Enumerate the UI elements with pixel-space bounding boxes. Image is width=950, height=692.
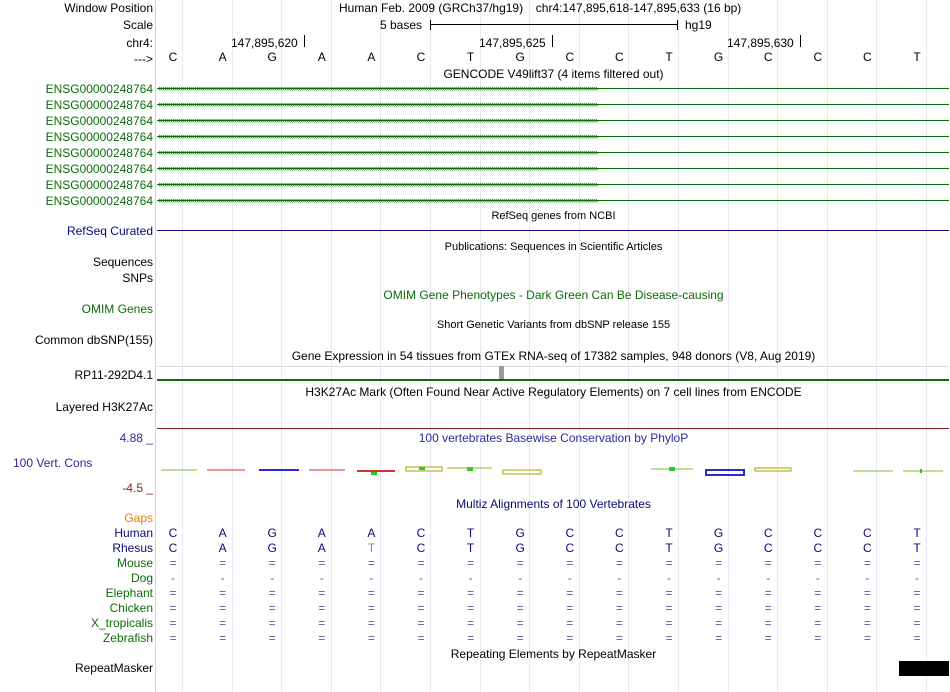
alignment-base: G [713, 541, 724, 555]
alignment-base: = [219, 601, 227, 615]
alignment-base: = [467, 586, 475, 600]
alignment-base: = [913, 631, 921, 645]
sequence-base: T [665, 50, 673, 64]
alignment-base: T [466, 526, 475, 540]
scale-text: 5 bases [380, 18, 423, 32]
alignment-base: C [813, 526, 823, 540]
alignment-base: C [168, 541, 178, 555]
alignment-base: - [468, 571, 473, 585]
gencode-gene-label[interactable]: ENSG00000248764 [45, 178, 153, 192]
alignment-base: = [367, 616, 375, 630]
phylop-mark [371, 472, 377, 475]
alignment-base: - [815, 571, 820, 585]
species-label[interactable]: Zebrafish [102, 631, 153, 645]
alignment-base: = [863, 556, 871, 570]
alignment-base: = [467, 631, 475, 645]
species-label[interactable]: Dog [130, 571, 153, 585]
alignment-base: = [566, 631, 574, 645]
alignment-base: = [615, 601, 623, 615]
alignment-base: = [764, 586, 772, 600]
sequence-base: G [515, 50, 525, 64]
conservation-track-label[interactable]: 100 Vert. Cons [13, 456, 93, 470]
gtex-bar-area[interactable] [157, 366, 949, 380]
alignment-base: - [915, 571, 919, 585]
alignment-base: = [219, 616, 227, 630]
alignment-base: = [665, 556, 673, 570]
alignment-base: T [913, 526, 921, 540]
alignment-base: T [913, 541, 921, 555]
alignment-base: A [218, 526, 227, 540]
refseq-track-title[interactable]: RefSeq genes from NCBI [491, 210, 616, 222]
gencode-gene-label[interactable]: ENSG00000248764 [45, 82, 153, 96]
publications-sequences-label[interactable]: Sequences [92, 255, 153, 269]
omim-track-title[interactable]: OMIM Gene Phenotypes - Dark Green Can Be Disease-causing [383, 288, 724, 302]
species-label[interactable]: Elephant [105, 586, 153, 600]
sequence-base: G [713, 50, 724, 64]
phylop-mark [503, 470, 541, 474]
gtex-gene-bar[interactable] [499, 366, 504, 379]
alignment-base: = [318, 601, 326, 615]
alignment-base: = [467, 616, 475, 630]
gencode-gene-label[interactable]: ENSG00000248764 [45, 162, 153, 176]
alignment-base: = [566, 601, 574, 615]
alignment-base: = [715, 616, 723, 630]
alignment-base: - [220, 571, 225, 585]
alignment-base: - [319, 571, 324, 585]
alignment-base: C [863, 526, 872, 540]
alignment-base: A [367, 526, 376, 540]
alignment-base: = [814, 601, 822, 615]
alignment-base: = [764, 601, 772, 615]
h3k27ac-track-title[interactable]: H3K27Ac Mark (Often Found Near Active Regulatory Elements) on 7 cell lines from ENCODE [305, 385, 802, 399]
alignment-base: C [416, 526, 426, 540]
alignment-base: = [268, 631, 276, 645]
alignment-base: = [268, 556, 276, 570]
alignment-base: = [367, 556, 375, 570]
strand-arrows: ›››››››››››››››››››››››››››››››››››››››››››››››››››››››››››››››››››››››››››››››››››››››››››››››››››››››››››››››››››››››››››››››››››››››››››››››››››››››››››››››››››››››››››››››››››››››››››››››››››››››››››››››››››››››››››› [158, 83, 598, 93]
alignment-base: T [367, 541, 376, 555]
alignment-base: A [317, 541, 326, 555]
ruler-tick-label: 147,895,620 [231, 36, 298, 50]
alignment-base: = [715, 631, 723, 645]
phylop-mark [706, 470, 744, 475]
publications-snps-label[interactable]: SNPs [122, 271, 153, 285]
sequence-base: C [763, 50, 773, 64]
alignment-base: = [367, 601, 375, 615]
strand-arrows: ›››››››››››››››››››››››››››››››››››››››››››››››››››››››››››››››››››››››››››››››››››››››››››››››››››››››››››››››››››››››››››››››››››››››››››››››››››››››››››››››››››››››››››››››››››››››››››››››››››››››››››››››››››››››››››› [158, 163, 598, 173]
alignment-base: T [665, 526, 673, 540]
alignment-base: = [417, 616, 425, 630]
multiz-track-title[interactable]: Multiz Alignments of 100 Vertebrates [456, 497, 651, 511]
alignment-base: - [865, 571, 870, 585]
window-position-value[interactable]: chr4:147,895,618-147,895,633 (16 bp) [535, 1, 742, 15]
alignment-base: = [417, 601, 425, 615]
alignment-base: C [813, 541, 823, 555]
alignment-base: G [515, 541, 525, 555]
sequence-base: A [367, 50, 376, 64]
alignment-base: - [171, 571, 175, 585]
alignment-base: - [270, 571, 275, 585]
ruler-tick [552, 35, 553, 47]
alignment-base: = [516, 556, 524, 570]
h3k27ac-baseline [157, 428, 949, 429]
repeatmasker-track-title[interactable]: Repeating Elements by RepeatMasker [450, 647, 657, 661]
gencode-gene-label[interactable]: ENSG00000248764 [45, 146, 153, 160]
sequence-base: G [267, 50, 277, 64]
alignment-base: = [665, 601, 673, 615]
species-label[interactable]: Chicken [109, 601, 153, 615]
ruler-tick-label: 147,895,630 [727, 36, 794, 50]
alignment-base: = [913, 601, 921, 615]
alignment-base: = [814, 616, 822, 630]
alignment-base: = [516, 586, 524, 600]
alignment-base: = [764, 556, 772, 570]
strand-arrows: ›››››››››››››››››››››››››››››››››››››››››››››››››››››››››››››››››››››››››››››››››››››››››››››››››››››››››››››››››››››››››››››››››››››››››››››››››››››››››››››››››››››››››››››››››››››››››››››››››››››››››››››››››››››››››››› [158, 179, 598, 189]
alignment-base: - [716, 571, 721, 585]
alignment-base: - [369, 571, 374, 585]
alignment-base: = [367, 631, 375, 645]
alignment-base: T [665, 541, 673, 555]
alignment-base: = [318, 616, 326, 630]
species-label[interactable]: Mouse [116, 556, 153, 570]
alignment-base: C [416, 541, 426, 555]
sequence-base: C [863, 50, 872, 64]
alignment-base: = [615, 556, 623, 570]
alignment-base: = [318, 631, 326, 645]
gtex-gene-line[interactable] [157, 379, 949, 381]
alignment-base: = [318, 556, 326, 570]
alignment-base: C [863, 541, 872, 555]
alignment-base: T [466, 541, 475, 555]
alignment-base: = [417, 631, 425, 645]
phylop-mark [755, 468, 791, 471]
alignment-base: = [764, 616, 772, 630]
gencode-gene-label[interactable]: ENSG00000248764 [45, 130, 153, 144]
sequence-base: T [466, 50, 475, 64]
alignment-base: = [715, 556, 723, 570]
phylop-mark [920, 469, 922, 473]
omim-track-label[interactable]: OMIM Genes [81, 302, 153, 316]
alignment-base: C [615, 526, 624, 540]
alignment-base: = [863, 586, 871, 600]
alignment-base: - [617, 571, 622, 585]
alignment-base: G [713, 526, 724, 540]
strand-arrows: ›››››››››››››››››››››››››››››››››››››››››››››››››››››››››››››››››››››››››››››››››››››››››››››››››››››››››››››››››››››››››››››››››››››››››››››››››››››››››››››››››››››››››››››››››››››››››››››››››››››››››››››››››››››››››››› [158, 99, 598, 109]
refseq-gene-line[interactable] [157, 230, 949, 231]
gencode-gene-label[interactable]: ENSG00000248764 [45, 98, 153, 112]
assembly-name: Human Feb. 2009 (GRCh37/hg19) [339, 1, 524, 15]
alignment-base: = [219, 586, 227, 600]
gencode-gene-label[interactable]: ENSG00000248764 [45, 114, 153, 128]
scale-bar-left-tick [430, 20, 431, 30]
conservation-min-label: -4.5 _ [122, 481, 153, 495]
alignment-base: C [565, 526, 575, 540]
alignment-base: = [615, 616, 623, 630]
alignment-base: C [615, 541, 624, 555]
alignment-base: C [168, 526, 178, 540]
alignment-base: = [566, 616, 574, 630]
conservation-max-label: 4.88 _ [119, 431, 153, 445]
publications-track-title[interactable]: Publications: Sequences in Scientific Articles [444, 241, 663, 253]
alignment-base: = [417, 556, 425, 570]
phylop-mark [419, 467, 425, 470]
phylop-mark [669, 467, 675, 471]
repeatmasker-track-label[interactable]: RepeatMasker [74, 661, 153, 675]
alignment-base: = [615, 631, 623, 645]
alignment-base: = [665, 616, 673, 630]
alignment-base: G [267, 541, 277, 555]
sequence-base: C [615, 50, 624, 64]
alignment-base: G [515, 526, 525, 540]
dbsnp-track-title[interactable]: Short Genetic Variants from dbSNP release 155 [436, 319, 671, 331]
alignment-base: = [863, 601, 871, 615]
alignment-base: = [814, 556, 822, 570]
scale-bar [430, 24, 677, 25]
alignment-base: - [766, 571, 771, 585]
alignment-base: = [169, 616, 177, 630]
alignment-base: = [516, 616, 524, 630]
alignment-base: - [419, 571, 423, 585]
gencode-track-title[interactable]: GENCODE V49lift37 (4 items filtered out) [443, 67, 664, 81]
alignment-base: = [566, 586, 574, 600]
alignment-base: = [814, 631, 822, 645]
alignment-base: = [665, 586, 673, 600]
sequence-base: T [913, 50, 921, 64]
gaps-label[interactable]: Gaps [124, 511, 153, 525]
h3k27ac-track-label[interactable]: Layered H3K27Ac [55, 400, 153, 414]
sequence-base: A [317, 50, 326, 64]
scale-db: hg19 [685, 18, 712, 32]
gencode-gene-label[interactable]: ENSG00000248764 [45, 194, 153, 208]
sequence-base: C [168, 50, 178, 64]
species-label[interactable]: X_tropicalis [90, 616, 153, 630]
alignment-base: = [665, 631, 673, 645]
alignment-base: = [715, 601, 723, 615]
alignment-base: = [516, 631, 524, 645]
label-divider [155, 0, 156, 692]
alignment-base: = [367, 586, 375, 600]
alignment-base: = [467, 601, 475, 615]
ruler-tick [800, 35, 801, 47]
alignment-base: = [913, 586, 921, 600]
sequence-base: C [813, 50, 823, 64]
alignment-base: = [913, 616, 921, 630]
alignment-base: = [863, 631, 871, 645]
alignment-base: = [268, 601, 276, 615]
ruler-tick [304, 35, 305, 47]
alignment-base: G [267, 526, 277, 540]
alignment-base: - [667, 571, 671, 585]
conservation-plot[interactable] [157, 460, 949, 480]
strand-arrows: ›››››››››››››››››››››››››››››››››››››››››››››››››››››››››››››››››››››››››››››››››››››››››››››››››››››››››››››››››››››››››››››››››››››››››››››››››››››››››››››››››››››››››››››››››››››››››››››››››››››››››››››››››››››››››››› [158, 147, 598, 157]
alignment-base: = [516, 601, 524, 615]
ruler-tick-label: 147,895,625 [479, 36, 546, 50]
conservation-track-title[interactable]: 100 vertebrates Basewise Conservation by PhyloP [418, 431, 689, 445]
alignment-base: = [169, 556, 177, 570]
alignment-base: = [268, 616, 276, 630]
strand-arrows: ›››››››››››››››››››››››››››››››››››››››››››››››››››››››››››››››››››››››››››››››››››››››››››››››››››››››››››››››››››››››››››››››››››››››››››››››››››››››››››››››››››››››››››››››››››››››››››››››››››››››››››››››››››››››››››› [158, 115, 598, 125]
gtex-track-label[interactable]: RP11-292D4.1 [74, 368, 153, 382]
sequence-base: A [218, 50, 227, 64]
alignment-base: = [169, 631, 177, 645]
chrom-label: chr4: [126, 36, 153, 50]
alignment-base: = [715, 586, 723, 600]
alignment-base: = [318, 586, 326, 600]
scale-label: Scale [122, 18, 153, 32]
strand-arrows: ›››››››››››››››››››››››››››››››››››››››››››››››››››››››››››››››››››››››››››››››››››››››››››››››››››››››››››››››››››››››››››››››››››››››››››››››››››››››››››››››››››››››››››››››››››››››››››››››››››››››››››››››››››››››››››› [158, 195, 598, 205]
alignment-base: = [219, 556, 227, 570]
alignment-base: A [218, 541, 227, 555]
scale-bar-right-tick [677, 20, 678, 30]
alignment-base: = [863, 616, 871, 630]
alignment-base: - [567, 571, 572, 585]
alignment-base: C [565, 541, 575, 555]
alignment-base: = [219, 631, 227, 645]
refseq-track-label[interactable]: RefSeq Curated [66, 224, 153, 238]
alignment-base: A [317, 526, 326, 540]
alignment-base: C [763, 541, 773, 555]
alignment-base: = [169, 601, 177, 615]
alignment-base: = [417, 586, 425, 600]
alignment-base: = [764, 631, 772, 645]
sequence-base: C [565, 50, 575, 64]
gtex-track-title[interactable]: Gene Expression in 54 tissues from GTEx RNA-seq of 17382 samples, 948 donors (V8, Aug 2019) [291, 349, 816, 363]
alignment-base: = [467, 556, 475, 570]
alignment-base: = [566, 556, 574, 570]
strand-arrows: ›››››››››››››››››››››››››››››››››››››››››››››››››››››››››››››››››››››››››››››››››››››››››››››››››››››››››››››››››››››››››››››››››››››››››››››››››››››››››››››››››››››››››››››››››››››››››››››››››››››››››››››››››››››››››››› [158, 131, 598, 141]
assembly-title [339, 1, 741, 15]
species-label[interactable]: Human [114, 526, 153, 540]
alignment-base: = [913, 556, 921, 570]
species-label[interactable]: Rhesus [112, 541, 153, 555]
alignment-base: - [518, 571, 523, 585]
alignment-base: = [615, 586, 623, 600]
alignment-base: C [763, 526, 773, 540]
dbsnp-track-label[interactable]: Common dbSNP(155) [34, 333, 153, 347]
sequence-base: C [416, 50, 426, 64]
alignment-base: = [268, 586, 276, 600]
window-position-label: Window Position [64, 1, 153, 15]
alignment-base: = [169, 586, 177, 600]
repeat-element-block[interactable] [899, 661, 949, 676]
alignment-base: = [814, 586, 822, 600]
strand-label: ---> [134, 52, 153, 66]
